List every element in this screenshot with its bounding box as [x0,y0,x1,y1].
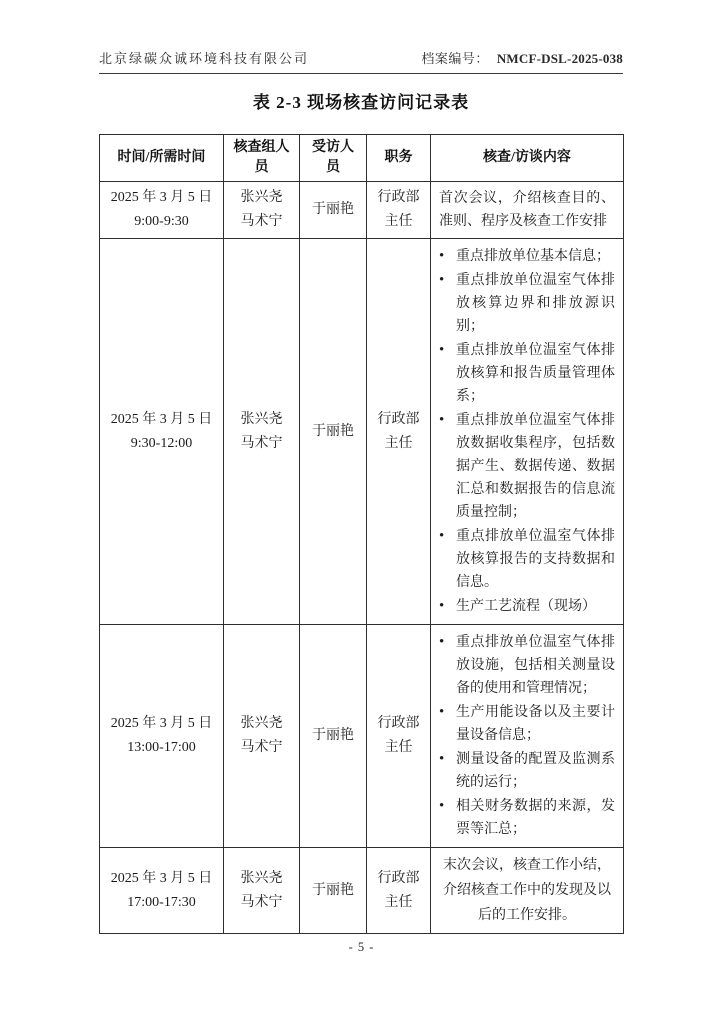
cell-interviewee: 于丽艳 [300,239,367,625]
table-row [100,848,624,934]
bullet-item [439,409,615,524]
position-line: 主任 [384,894,413,910]
archive-number: NMCF-DSL-2025-038 [496,51,623,66]
time-range-text: 13:00-17:00 [127,740,196,755]
bullet-dot-icon [439,631,456,654]
bullet-text: 生产工艺流程（现场） [456,599,596,614]
verifier-name: 张兴尧 [240,411,283,427]
bullet-item [439,339,615,408]
position-line: 主任 [384,435,413,451]
bullet-dot-icon [439,795,456,818]
cell-position [367,182,431,239]
cell-position [367,239,431,625]
time-range-text: 9:00-9:30 [134,214,189,229]
bullet-dot-icon [439,748,456,771]
cell-position [367,625,431,848]
cell-time [100,625,224,848]
content-paragraph: 末次会议，核查工作小结，介绍核查工作中的发现及以后的工作安排。 [443,858,611,923]
bullet-item [439,701,615,747]
cell-content [431,182,624,239]
col-header-interviewee: 受访人员 [300,135,367,182]
bullet-item [439,245,615,268]
verifier-name: 马术宁 [240,214,283,229]
position-line: 行政部 [377,411,420,427]
site-visit-record-table [99,134,624,934]
cell-content [431,625,624,848]
verifier-name: 张兴尧 [240,716,283,731]
bullet-item [439,631,615,700]
date-text: 2025 年 3 月 5 日 [110,716,213,731]
cell-content [431,848,624,934]
position-line: 行政部 [377,716,420,731]
cell-verifiers [224,239,300,625]
bullet-text: 重点排放单位基本信息； [456,249,610,264]
bullet-text: 重点排放单位温室气体排放核算和报告质量管理体系； [456,343,615,404]
date-text: 2025 年 3 月 5 日 [110,411,213,427]
bullet-dot-icon [439,701,456,724]
col-header-content: 核查/访谈内容 [431,135,624,182]
bullet-dot-icon [439,245,456,268]
bullet-text: 相关财务数据的来源，发票等汇总； [456,799,615,837]
bullet-item [439,525,615,594]
bullet-text: 重点排放单位温室气体排放核算报告的支持数据和信息。 [456,529,615,590]
bullet-dot-icon [439,269,456,292]
bullet-dot-icon [439,525,456,548]
bullet-dot-icon [439,339,456,362]
verifier-name: 马术宁 [240,435,283,451]
bullet-item [439,795,615,841]
position-line: 主任 [384,740,413,755]
date-text: 2025 年 3 月 5 日 [110,190,213,205]
bullet-text: 重点排放单位温室气体排放数据收集程序，包括数据产生、数据传递、数据汇总和数据报告的信息流质量控制； [456,413,615,520]
archive-label: 档案编号： [421,51,489,66]
bullet-text: 生产用能设备以及主要计量设备信息； [456,705,615,743]
page-number: - 5 - [348,940,375,954]
archive-number-group [421,48,623,67]
bullet-text: 测量设备的配置及监测系统的运行； [456,752,615,790]
time-range-text: 17:00-17:30 [127,894,196,910]
position-line: 行政部 [377,870,420,886]
page-content [99,48,623,934]
table-row [100,625,624,848]
col-header-verifiers: 核查组人员 [224,135,300,182]
cell-verifiers [224,848,300,934]
bullet-item [439,269,615,338]
bullet-item [439,595,615,618]
cell-time [100,239,224,625]
table-row [100,239,624,625]
bullet-dot-icon [439,595,456,618]
bullet-dot-icon [439,409,456,432]
cell-verifiers [224,625,300,848]
position-line: 行政部 [377,190,420,205]
table-header-row [100,135,624,182]
time-range-text: 9:30-12:00 [130,435,193,451]
position-line: 主任 [384,214,413,229]
content-bullet-list [439,245,615,618]
verifier-name: 张兴尧 [240,870,283,886]
cell-time [100,182,224,239]
content-bullet-list [439,631,615,841]
cell-time [100,848,224,934]
bullet-text: 重点排放单位温室气体排放核算边界和排放源识别； [456,273,615,334]
cell-position [367,848,431,934]
cell-interviewee: 于丽艳 [300,848,367,934]
content-paragraph: 首次会议，介绍核查目的、准则、程序及核查工作安排 [439,191,615,229]
company-name: 北京绿碳众诚环境科技有限公司 [99,51,310,66]
cell-verifiers [224,182,300,239]
table-row [100,182,624,239]
bullet-text: 重点排放单位温室气体排放设施，包括相关测量设备的使用和管理情况； [456,635,615,696]
col-header-position: 职务 [367,135,431,182]
cell-interviewee: 于丽艳 [300,182,367,239]
verifier-name: 马术宁 [240,894,283,910]
table-title: 表 2-3 现场核查访问记录表 [252,93,470,112]
document-header [99,48,623,74]
bullet-item [439,748,615,794]
verifier-name: 马术宁 [240,740,283,755]
verifier-name: 张兴尧 [240,190,283,205]
date-text: 2025 年 3 月 5 日 [110,870,213,886]
col-header-time: 时间/所需时间 [100,135,224,182]
cell-interviewee: 于丽艳 [300,625,367,848]
cell-content [431,239,624,625]
